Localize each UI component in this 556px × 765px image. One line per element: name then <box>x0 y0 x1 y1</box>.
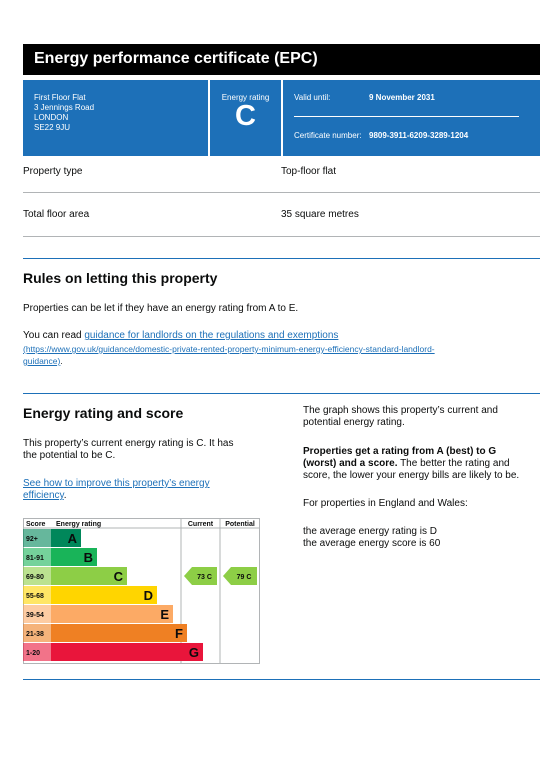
certificate-number-label: Certificate number: <box>294 131 362 140</box>
guidance-paragraph <box>23 330 338 342</box>
band-bar-d <box>51 586 157 604</box>
band-score-range: 21-38 <box>26 631 44 638</box>
chart-header-current: Current <box>187 521 214 528</box>
chart-header-rating: Energy rating <box>56 521 102 528</box>
valid-until-label: Valid until: <box>294 93 331 102</box>
section-divider <box>23 679 540 680</box>
address-box <box>23 80 208 156</box>
current-rating-text <box>23 438 233 462</box>
property-type-label: Property type <box>23 166 83 177</box>
improve-efficiency-link-1[interactable]: See how to improve this property’s energy <box>23 478 210 489</box>
band-score-range: 1-20 <box>26 650 41 657</box>
band-bar-f <box>51 624 187 642</box>
graph-explanation-line-1: The graph shows this property’s current and <box>303 405 498 416</box>
band-letter: C <box>113 569 123 584</box>
section-divider <box>23 393 540 394</box>
average-rating-line: the average energy rating is D <box>303 526 437 537</box>
chart-header-score: Score <box>26 521 46 528</box>
band-score-range: 81-91 <box>26 555 44 562</box>
address-line-3: LONDON <box>34 113 69 122</box>
energy-rating-letter: C <box>235 100 256 132</box>
guidance-url <box>23 343 435 367</box>
improve-suffix: . <box>63 490 67 501</box>
guidance-url-suffix: . <box>60 356 63 366</box>
page-title: Energy performance certificate (EPC) <box>34 50 318 67</box>
average-score-line: the average energy score is 60 <box>303 538 441 549</box>
floor-area-value: 35 square metres <box>281 209 359 220</box>
band-score-range: 69-80 <box>26 574 44 581</box>
chart-header-potential: Potential <box>225 521 255 528</box>
divider <box>23 192 540 193</box>
england-wales-text: For properties in England and Wales: <box>303 498 468 509</box>
current-rating-line-1: This property’s current energy rating is C. It has <box>23 438 234 449</box>
valid-until-value: 9 November 2031 <box>369 93 435 102</box>
average-rating-text <box>303 526 440 550</box>
band-score-range: 55-68 <box>26 593 44 600</box>
divider <box>23 236 540 237</box>
current-rating-line-2: the potential to be C. <box>23 450 116 461</box>
rating-scale-bold-1: Properties get a rating from A (best) to G <box>303 446 497 457</box>
certificate-box <box>283 80 540 156</box>
landlord-guidance-link[interactable]: guidance for landlords on the regulations and exemptions <box>84 330 339 341</box>
energy-rating-box <box>210 80 281 156</box>
address-line-2: 3 Jennings Road <box>34 103 95 112</box>
potential-rating-label: 79 C <box>236 574 252 581</box>
graph-explanation <box>303 405 498 429</box>
address-line-4: SE22 9JU <box>34 123 71 132</box>
graph-explanation-line-2: potential energy rating. <box>303 417 405 428</box>
band-letter: E <box>160 607 169 622</box>
guidance-url-link-2[interactable]: guidance) <box>23 356 61 366</box>
rating-scale-line-3: score, the lower your energy bills are likely to be. <box>303 470 520 481</box>
rating-scale-bold-2: (worst) and a score. <box>303 458 398 469</box>
section-divider <box>23 258 540 259</box>
band-letter: B <box>83 550 93 565</box>
certificate-number-value: 9809-3911-6209-3289-1204 <box>369 131 469 140</box>
epc-title-bar <box>23 44 540 75</box>
improve-text <box>23 478 210 502</box>
band-bar-g <box>51 643 203 661</box>
letting-paragraph: Properties can be let if they have an energy rating from A to E. <box>23 303 299 314</box>
energy-rating-label: Energy rating <box>221 93 270 102</box>
band-score-range: 39-54 <box>26 612 44 619</box>
address-line-1: First Floor Flat <box>34 93 86 102</box>
floor-area-label: Total floor area <box>23 209 90 220</box>
property-type-value: Top-floor flat <box>281 166 337 177</box>
guidance-prefix: You can read <box>23 330 85 341</box>
guidance-url-link-1[interactable]: (https://www.gov.uk/guidance/domestic-private-rented-property-minimum-energy-efficiency-standard-landlord- <box>23 344 435 354</box>
rating-scale-explanation <box>303 446 519 482</box>
rating-scale-rest: The better the rating and <box>397 458 510 469</box>
current-rating-label: 73 C <box>197 574 212 581</box>
band-score-range: 92+ <box>26 536 38 543</box>
band-letter: D <box>143 588 153 603</box>
letting-heading: Rules on letting this property <box>23 270 218 286</box>
band-letter: F <box>175 626 183 641</box>
improve-efficiency-link-2[interactable]: efficiency <box>23 490 64 501</box>
band-letter: G <box>188 645 199 660</box>
band-bar-e <box>51 605 173 623</box>
band-letter: A <box>67 531 77 546</box>
energy-rating-heading: Energy rating and score <box>23 405 184 421</box>
certificate-divider <box>294 116 519 117</box>
epc-rating-chart <box>23 518 260 664</box>
